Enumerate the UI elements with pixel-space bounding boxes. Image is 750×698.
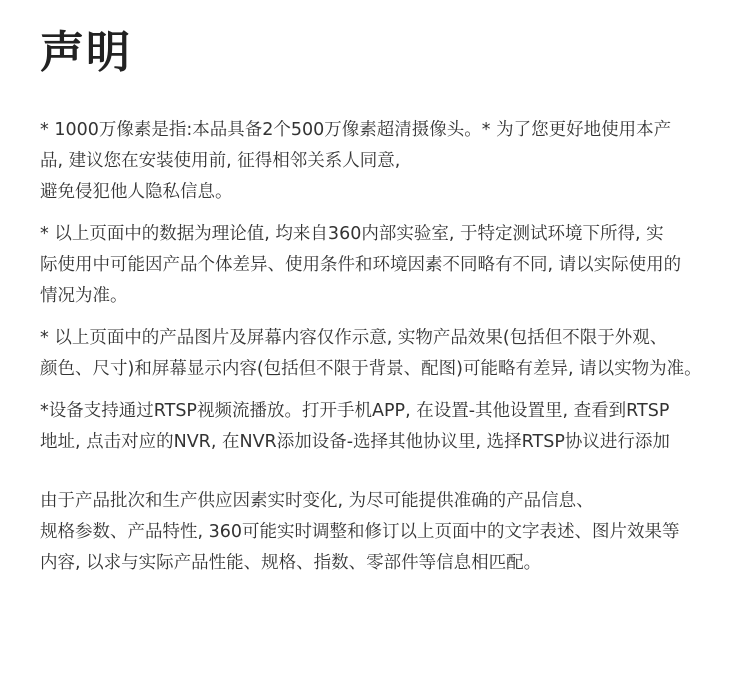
paragraph-line: *设备支持通过RTSP视频流播放。打开手机APP, 在设置-其他设置里, 查看到RTSP	[40, 401, 670, 421]
disclaimer-paragraph-test-data	[40, 219, 720, 312]
disclaimer-paragraph-product-info	[40, 486, 720, 579]
paragraph-line: 颜色、尺寸)和屏幕显示内容(包括但不限于背景、配图)可能略有差异, 请以实物为准。	[40, 359, 702, 379]
paragraph-line: 情况为准。	[40, 286, 128, 306]
paragraph-line: 内容, 以求与实际产品性能、规格、指数、零部件等信息相匹配。	[40, 553, 542, 573]
paragraph-line: * 以上页面中的数据为理论值, 均来自360内部实验室, 于特定测试环境下所得, 实	[40, 224, 664, 244]
paragraph-line: 规格参数、产品特性, 360可能实时调整和修订以上页面中的文字表述、图片效果等	[40, 522, 680, 542]
disclaimer-paragraph-resolution	[40, 115, 720, 208]
paragraph-line: * 1000万像素是指:本品具备2个500万像素超清摄像头。* 为了您更好地使用本产	[40, 120, 672, 140]
disclaimer-paragraph-rtsp	[40, 396, 720, 458]
paragraph-line: 品, 建议您在安装使用前, 征得相邻关系人同意,	[40, 151, 401, 171]
paragraph-line: 际使用中可能因产品个体差异、使用条件和环境因素不同略有不同, 请以实际使用的	[40, 255, 682, 275]
page-title: 声明	[40, 27, 132, 78]
paragraph-line: 地址, 点击对应的NVR, 在NVR添加设备-选择其他协议里, 选择RTSP协议进行添加	[40, 432, 670, 452]
paragraph-line: 由于产品批次和生产供应因素实时变化, 为尽可能提供准确的产品信息、	[40, 491, 594, 511]
paragraph-line: * 以上页面中的产品图片及屏幕内容仅作示意, 实物产品效果(包括但不限于外观、	[40, 328, 668, 348]
paragraph-line: 避免侵犯他人隐私信息。	[40, 182, 233, 202]
disclaimer-paragraph-images	[40, 323, 720, 385]
